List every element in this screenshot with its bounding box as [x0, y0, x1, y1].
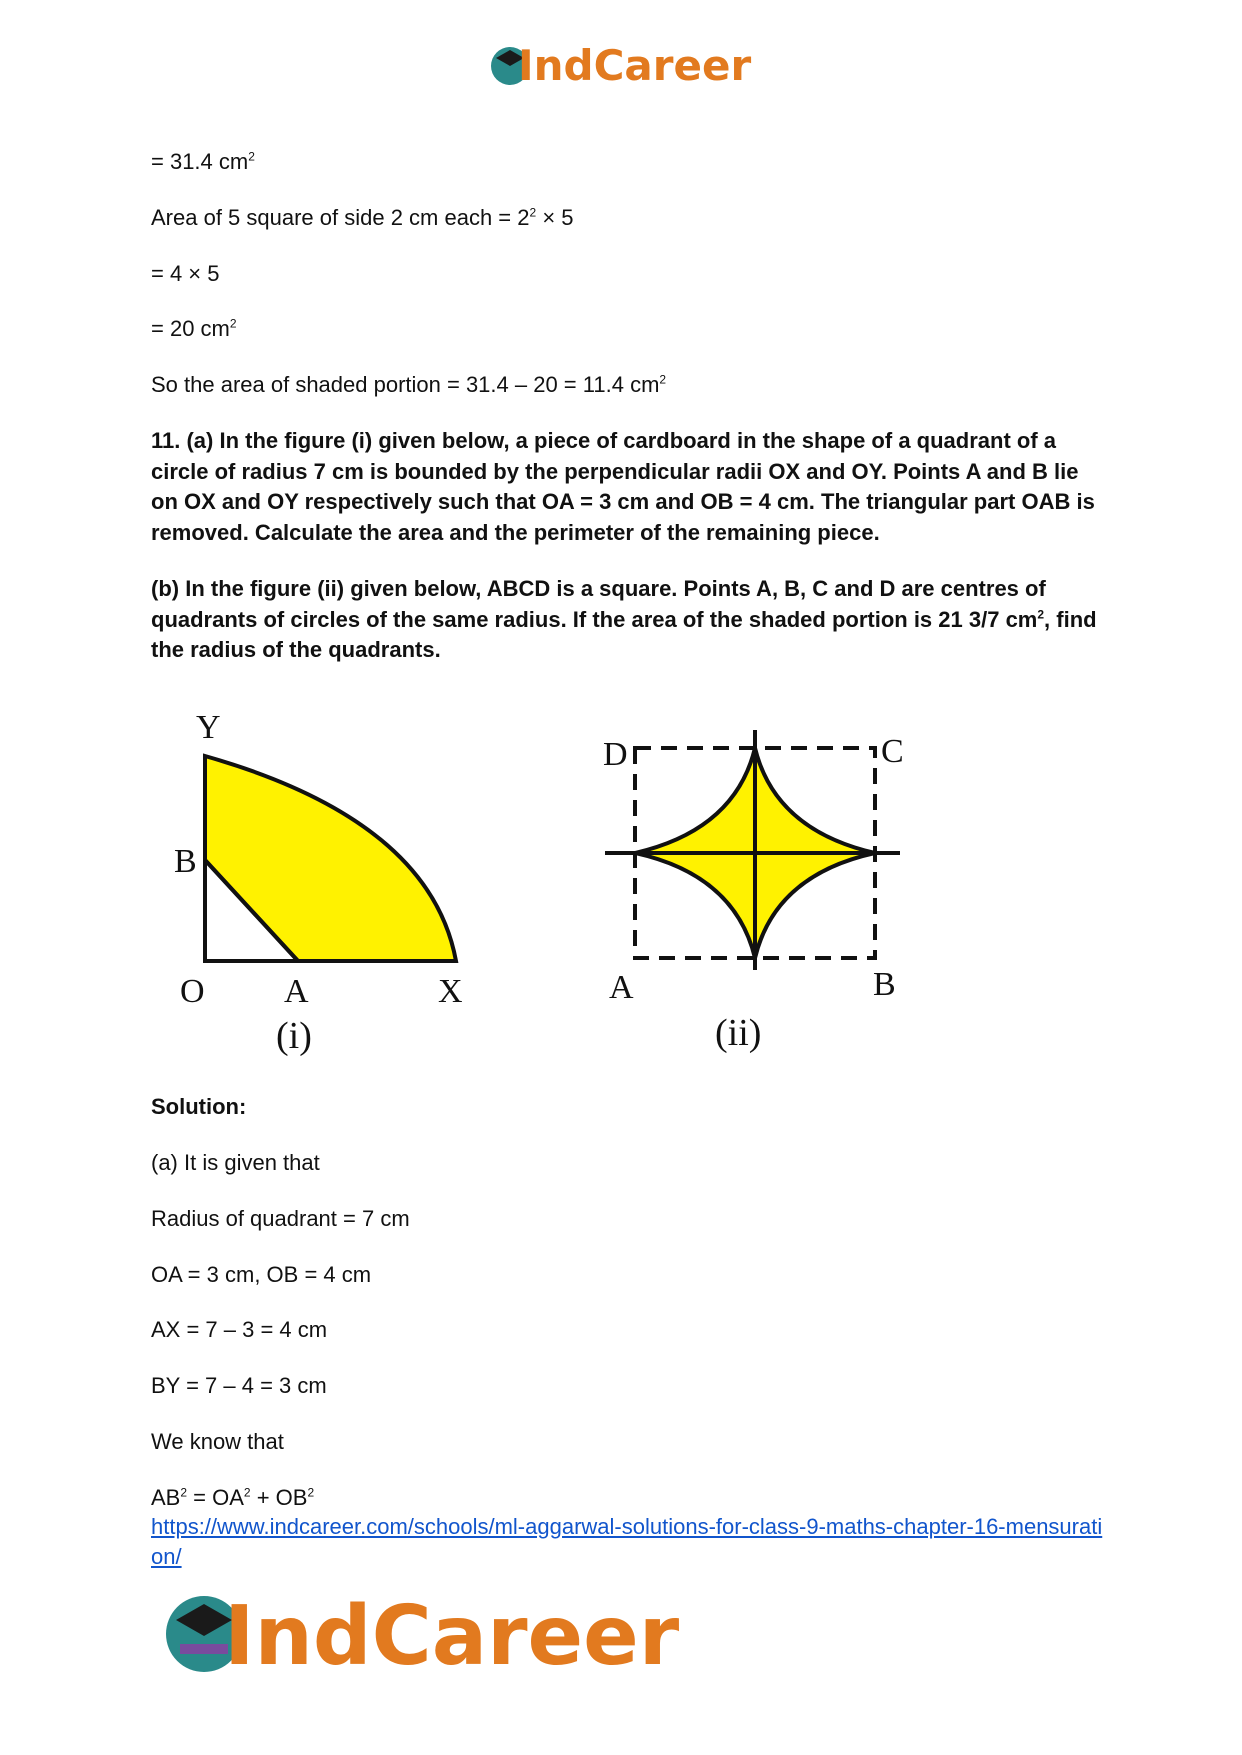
logo-text: IndCareer: [518, 41, 752, 90]
figure-quadrant: [160, 700, 490, 1065]
text-line: BY = 7 – 4 = 3 cm: [151, 1373, 327, 1398]
indcareer-logo-top: [488, 40, 768, 92]
solution-heading: Solution:: [151, 1094, 247, 1119]
text-line: $AB^2 = OA^2 + OB^2$: [151, 1485, 315, 1510]
shaded-quadrant: [205, 756, 456, 961]
label-d: D: [603, 736, 628, 773]
label-o: O: [180, 973, 205, 1010]
text-line: = 4 × 5: [151, 261, 220, 286]
label-a: A: [609, 969, 634, 1006]
label-a: A: [284, 973, 309, 1010]
label-b: B: [873, 966, 896, 1003]
question-11a: 11. (a) In the figure (i) given below, a piece of cardboard in the shape of a quadrant of a circle of radius 7 cm is bounded by the perpendicular radii OX and OY. Points A and B lie on OX and OY respectively such that OA = 3 cm and OB = 4 cm. The triangular part OAB is removed. Calculate the area and the perimeter of the remaining piece.: [151, 428, 1095, 545]
figure-caption: (ii): [715, 1012, 762, 1054]
label-x: X: [438, 973, 463, 1010]
text-line: Area of 5 square of side 2 cm each = $2^2 \times 5$: [151, 205, 574, 230]
text-line: = 20 $cm^2$: [151, 316, 237, 341]
question-11b: (b) In the figure (ii) given below, ABCD is a square. Points A, B, C and D are centres of quadrants of circles of the same radius. If the area of the shaded portion is 21 3/7 $cm^2$, find the radius of the quadrants.: [151, 576, 1097, 662]
text-line: We know that: [151, 1429, 284, 1454]
source-link[interactable]: https://www.indcareer.com/schools/ml-aggarwal-solutions-for-class-9-maths-chapter-16-mensuration/: [151, 1514, 1103, 1569]
books-icon: [180, 1644, 228, 1654]
figure-square: [595, 700, 915, 1065]
text-line: = 31.4 $cm^2$: [151, 149, 255, 174]
text-line: So the area of shaded portion = 31.4 – 20 = 11.4 $cm^2$: [151, 372, 667, 397]
figure-caption: (i): [276, 1015, 312, 1057]
label-b: B: [174, 843, 197, 880]
text-line: OA = 3 cm, OB = 4 cm: [151, 1262, 372, 1287]
text-line: AX = 7 – 3 = 4 cm: [151, 1317, 328, 1342]
text-line: (a) It is given that: [151, 1150, 320, 1175]
logo-text: IndCareer: [224, 1589, 680, 1682]
indcareer-logo-bottom: [162, 1582, 702, 1682]
text-line: Radius of quadrant = 7 cm: [151, 1206, 410, 1231]
label-c: C: [881, 733, 904, 770]
label-y: Y: [196, 709, 221, 746]
